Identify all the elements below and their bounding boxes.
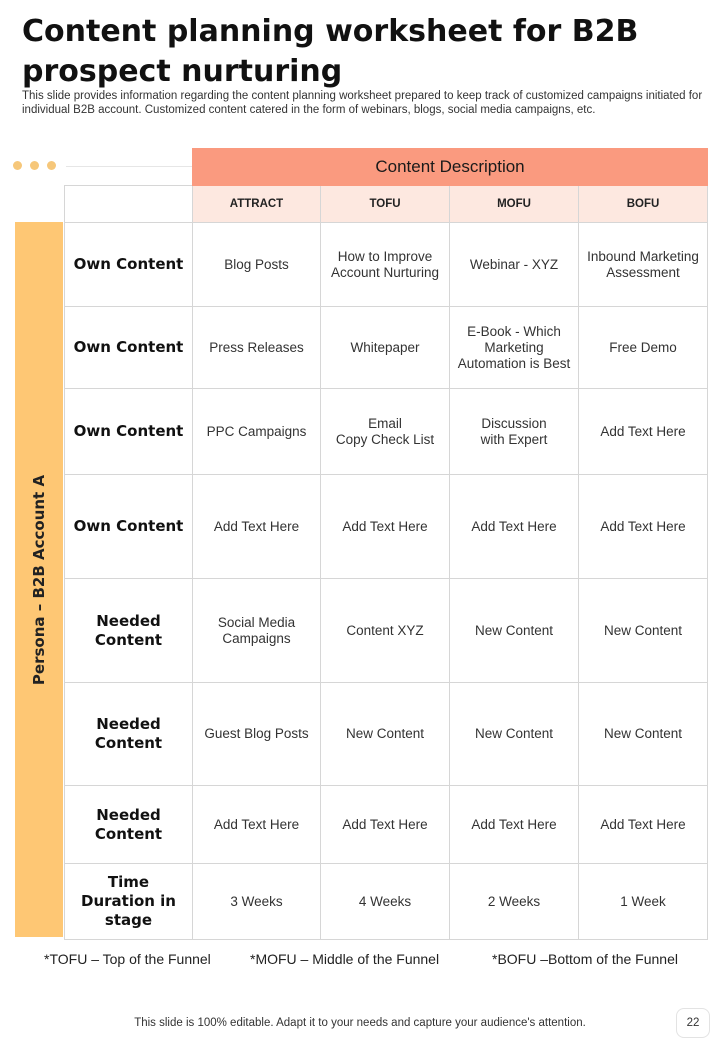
- row-label: Own Content: [65, 223, 193, 307]
- table-cell: Webinar - XYZ: [450, 223, 579, 307]
- page-subtitle: This slide provides information regarding the content planning worksheet prepared to keep track of customized campaigns initiated for individual B2B account. Customized content catered in the form of webinars, blogs, social media campaigns, etc.: [22, 90, 703, 116]
- table-cell: Guest Blog Posts: [193, 683, 321, 786]
- table-cell: New Content: [450, 579, 579, 683]
- table-cell: New Content: [450, 683, 579, 786]
- table-cell: Content XYZ: [321, 579, 450, 683]
- table-cell: 1 Week: [579, 864, 708, 940]
- table-cell: Add Text Here: [579, 389, 708, 475]
- dot-icon: [47, 161, 56, 170]
- page-number: 22: [676, 1008, 710, 1038]
- table-cell: Whitepaper: [321, 307, 450, 389]
- footer-text: This slide is 100% editable. Adapt it to your needs and capture your audience's attention.: [134, 1017, 586, 1029]
- stage-bofu-header: BOFU: [579, 186, 708, 223]
- stage-attract-header: ATTRACT: [193, 186, 321, 223]
- table-cell: PPC Campaigns: [193, 389, 321, 475]
- table-cell: 4 Weeks: [321, 864, 450, 940]
- table-cell: E-Book - Which Marketing Automation is Best: [450, 307, 579, 389]
- content-description-header: Content Description: [193, 149, 708, 186]
- table-cell: Discussion with Expert: [450, 389, 579, 475]
- row-label: Own Content: [65, 307, 193, 389]
- row-label: Needed Content: [65, 786, 193, 864]
- table-cell: Add Text Here: [450, 786, 579, 864]
- table-cell: How to Improve Account Nurturing: [321, 223, 450, 307]
- row-label: Own Content: [65, 475, 193, 579]
- bofu-note: *BOFU –Bottom of the Funnel: [492, 951, 678, 967]
- tofu-note: *TOFU – Top of the Funnel: [44, 951, 211, 967]
- table-cell: Add Text Here: [193, 475, 321, 579]
- table-row: [65, 389, 708, 475]
- table-cell: Email Copy Check List: [321, 389, 450, 475]
- row-label: Needed Content: [65, 683, 193, 786]
- table-row: [65, 786, 708, 864]
- table-cell: Add Text Here: [321, 475, 450, 579]
- table-cell: New Content: [579, 579, 708, 683]
- row-label: Own Content: [65, 389, 193, 475]
- empty-header-cell: [65, 186, 193, 223]
- table-row: [65, 223, 708, 307]
- table-cell: Add Text Here: [450, 475, 579, 579]
- table-cell: 3 Weeks: [193, 864, 321, 940]
- mofu-note: *MOFU – Middle of the Funnel: [250, 951, 440, 967]
- page-title: Content planning worksheet for B2B prospect nurturing: [22, 14, 639, 89]
- empty-corner: [65, 149, 193, 186]
- table-cell: Add Text Here: [321, 786, 450, 864]
- table-cell: New Content: [321, 683, 450, 786]
- table-cell: Add Text Here: [579, 786, 708, 864]
- table-cell: Blog Posts: [193, 223, 321, 307]
- table-row: [65, 579, 708, 683]
- row-label: Needed Content: [65, 579, 193, 683]
- table-cell: Social Media Campaigns: [193, 579, 321, 683]
- dot-icon: [30, 161, 39, 170]
- content-planning-table: [64, 148, 708, 940]
- table-cell: Inbound Marketing Assessment: [579, 223, 708, 307]
- table-row: [65, 307, 708, 389]
- table-cell: New Content: [579, 683, 708, 786]
- row-label: Time Duration in stage: [65, 864, 193, 940]
- table-cell: Add Text Here: [193, 786, 321, 864]
- dot-icon: [13, 161, 22, 170]
- table-row: [65, 683, 708, 786]
- table-cell: 2 Weeks: [450, 864, 579, 940]
- table-cell: Add Text Here: [579, 475, 708, 579]
- table-cell: Free Demo: [579, 307, 708, 389]
- stage-tofu-header: TOFU: [321, 186, 450, 223]
- decorative-dots: [13, 161, 56, 170]
- table-row: [65, 864, 708, 940]
- table-row: [65, 475, 708, 579]
- stage-mofu-header: MOFU: [450, 186, 579, 223]
- table-cell: Press Releases: [193, 307, 321, 389]
- persona-label: Persona – B2B Account A: [30, 474, 48, 686]
